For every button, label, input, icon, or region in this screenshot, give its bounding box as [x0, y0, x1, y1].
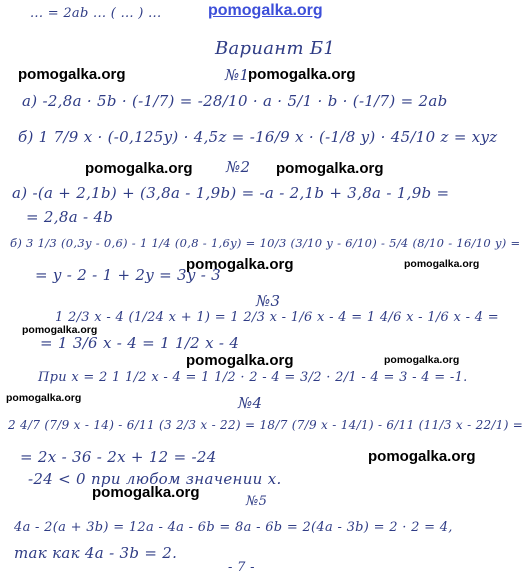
watermark: pomogalka.org — [18, 66, 126, 83]
solution-4a: 2 4/7 (7/9 x - 14) - 6/11 (3 2/3 x - 22) = 18/7 (7/9 x - 14/1) - 6/11 (11/3 x - 22/1) = — [8, 418, 524, 432]
watermark: pomogalka.org — [92, 484, 200, 501]
watermark: pomogalka.org — [248, 66, 356, 83]
solution-4a-cont: = 2x - 36 - 2x + 12 = -24 — [20, 448, 217, 466]
solution-1b: б) 1 7/9 x · (-0,125y) · 4,5z = -16/9 x · (-1/8 y) · 45/10 z = xyz — [18, 128, 498, 146]
variant-title: Вариант Б1 — [215, 38, 336, 59]
solution-1a: а) -2,8a · 5b · (-1/7) = -28/10 · a · 5/1 · b · (-1/7) = 2ab — [22, 92, 448, 110]
solution-3a: 1 2/3 x - 4 (1/24 x + 1) = 1 2/3 x - 1/6 x - 4 = 1 4/6 x - 1/6 x - 4 = — [55, 310, 499, 325]
cut-off-line: ... = 2ab ... ( ... ) ... — [30, 6, 162, 21]
task-number-1: №1 — [225, 66, 250, 84]
watermark: pomogalka.org — [276, 160, 384, 177]
solution-2a: а) -(a + 2,1b) + (3,8a - 1,9b) = -a - 2,1b + 3,8a - 1,9b = — [12, 184, 450, 202]
watermark: pomogalka.org — [186, 256, 294, 273]
solution-2b-cont: = y - 2 - 1 + 2y = 3y - 3 — [35, 266, 221, 284]
site-logo-link[interactable]: pomogalka.org — [208, 2, 323, 19]
task-number-4: №4 — [238, 394, 263, 412]
solution-5a: 4a - 2(a + 3b) = 12a - 4a - 6b = 8a - 6b = 2(4a - 3b) = 2 · 2 = 4, — [14, 520, 453, 535]
watermark: pomogalka.org — [6, 392, 82, 404]
solution-2b: б) 3 1/3 (0,3y - 0,6) - 1 1/4 (0,8 - 1,6y) = 10/3 (3/10 y - 6/10) - 5/4 (8/10 - 16/10 y) = — [10, 236, 521, 250]
solution-3b: При x = 2 1 1/2 x - 4 = 1 1/2 · 2 - 4 = 3/2 · 2/1 - 4 = 3 - 4 = -1. — [38, 370, 468, 385]
watermark: pomogalka.org — [85, 160, 193, 177]
task-number-3: №3 — [256, 292, 281, 310]
task-number-5: №5 — [246, 494, 268, 509]
watermark: pomogalka.org — [186, 352, 294, 369]
watermark: pomogalka.org — [368, 448, 476, 465]
solution-4b: -24 < 0 при любом значении x. — [28, 470, 282, 488]
solution-5b: так как 4a - 3b = 2. — [14, 544, 178, 562]
watermark: pomogalka.org — [22, 324, 98, 336]
solution-3a-cont: = 1 3/6 x - 4 = 1 1/2 x - 4 — [40, 334, 240, 352]
solution-2a-cont: = 2,8a - 4b — [26, 208, 114, 226]
watermark: pomogalka.org — [384, 354, 460, 366]
page-number: - 7 - — [228, 560, 255, 575]
task-number-2: №2 — [226, 158, 251, 176]
watermark: pomogalka.org — [404, 258, 480, 270]
